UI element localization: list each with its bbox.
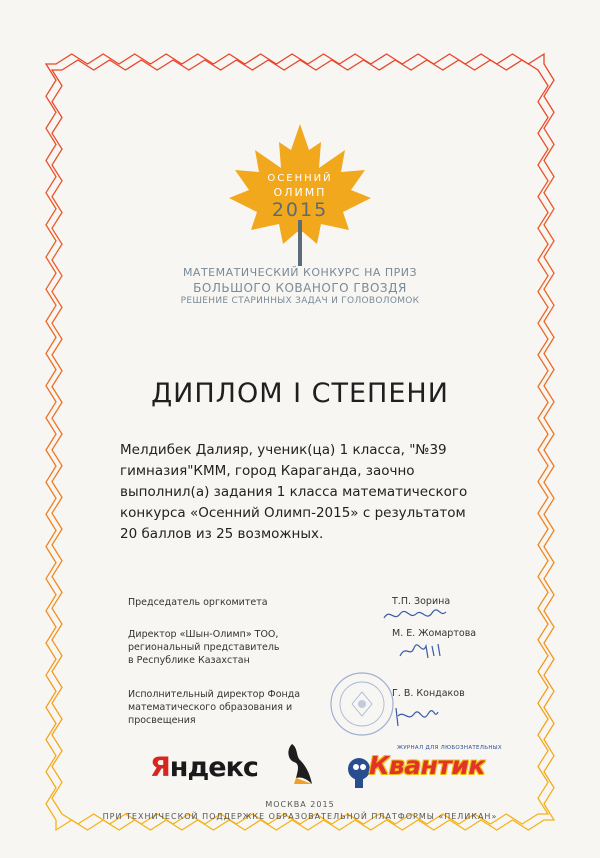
contest-title-line2: БОЛЬШОГО КОВАНОГО ГВОЗДЯ [193,281,407,295]
role-line: Директор «Шын-Олимп» ТОО, [128,629,279,640]
signatory-role-director [128,628,280,667]
role-line: математического образования и [128,702,293,713]
award-line: Мелдибек Далияр, ученик(ца) 1 класса, "№39 [120,442,447,458]
role-line: региональный представитель [128,642,280,653]
pelican-logo [282,740,318,788]
stamp-seal [328,670,396,738]
role-line: в Республике Казахстан [128,655,250,666]
contest-title-line1: МАТЕМАТИЧЕСКИЙ КОНКУРС НА ПРИЗ [182,266,418,279]
signatory-name-executive: Г. В. Кондаков [392,688,465,699]
award-text [120,440,500,545]
signatory-name-chair: Т.П. Зорина [392,596,451,607]
contest-subtitle: РЕШЕНИЕ СТАРИННЫХ ЗАДАЧ И ГОЛОВОЛОМОК [180,296,420,306]
footer-platform: ПРИ ТЕХНИЧЕСКОЙ ПОДДЕРЖКЕ ОБРАЗОВАТЕЛЬНОЙ ПЛАТФОРМЫ «ПЕЛИКАН» [102,812,498,821]
award-line: выполнил(а) задания 1 класса математического [120,484,468,500]
role-line: Председатель оргкомитета [128,597,268,608]
award-line: 20 баллов из 25 возможных. [120,526,324,542]
diploma-title: ДИПЛОМ I СТЕПЕНИ [151,378,449,409]
footer-city-year: МОСКВА 2015 [265,800,335,809]
kvantik-wordmark: Квантик [369,751,485,780]
award-line: гимназия"КММ, город Караганда, заочно [120,463,415,479]
olympiad-year: 2015 [271,199,329,221]
role-line: просвещения [128,715,196,726]
olympiad-line1: ОСЕННИЙ [267,173,333,184]
signature-zorina [380,604,450,626]
signature-kondakov [392,700,440,730]
kvantik-tagline: ЖУРНАЛ ДЛЯ ЛЮБОЗНАТЕЛЬНЫХ [397,745,502,751]
award-line: конкурса «Осенний Олимп-2015» с результатом [120,505,466,521]
signatory-name-director: М. Е. Жомартова [392,628,477,639]
yandex-logo: Яндекс [150,752,258,783]
signature-zhomartova [396,638,446,662]
role-line: Исполнительный директор Фонда [128,689,301,700]
signatory-role-chair [128,596,268,609]
kvantik-logo [345,745,505,791]
signatory-role-executive [128,688,300,727]
olympiad-line2: ОЛИМП [273,186,327,199]
